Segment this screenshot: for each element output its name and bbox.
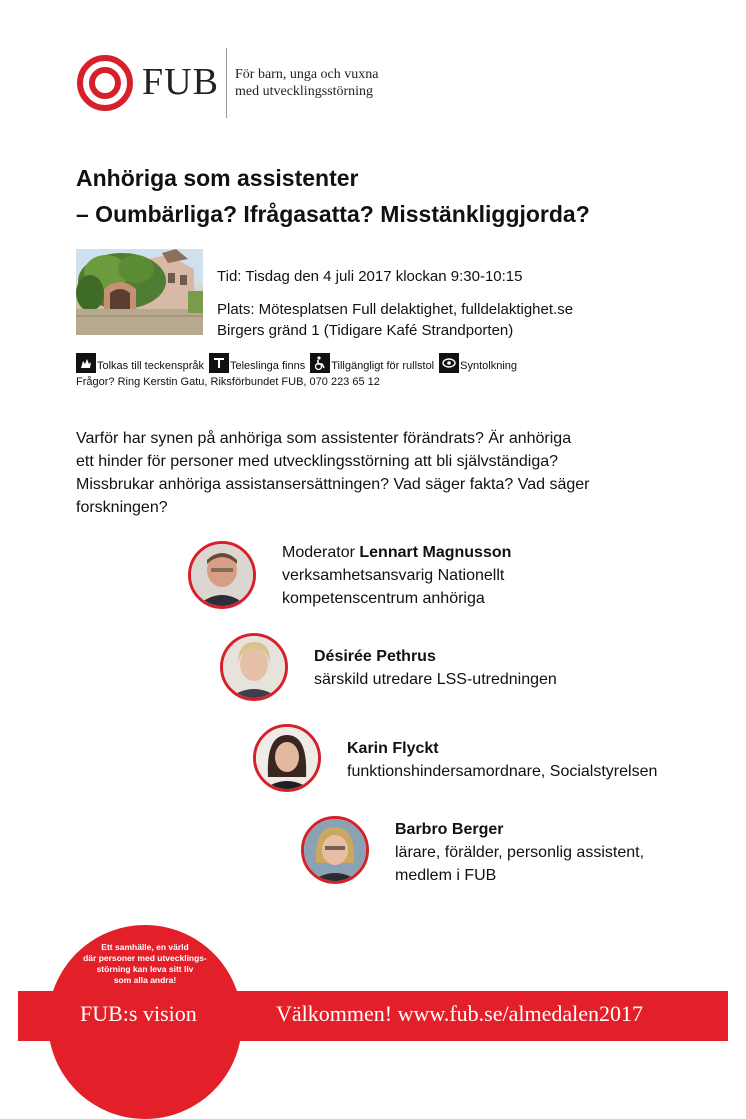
- footer-vision-label: FUB:s vision: [80, 1001, 197, 1026]
- speaker-name-line: [347, 737, 657, 760]
- speaker-role: verksamhetsansvarig Nationellt: [282, 567, 505, 584]
- tagline-line-2: med utvecklingsstörning: [235, 84, 374, 99]
- speaker-role: lärare, förälder, personlig assistent,: [395, 844, 645, 861]
- accessibility-label: Tillgängligt för rullstol: [331, 360, 435, 372]
- fub-logo-icon: [77, 55, 133, 111]
- speaker-name-line: [314, 645, 557, 668]
- speaker-role: funktionshindersamordnare, Socialstyrelsen: [347, 763, 658, 780]
- place-line-2: Birgers gränd 1 (Tidigare Kafé Strandporten): [217, 322, 514, 339]
- tagline-line-1: För barn, unga och vuxna: [235, 67, 379, 82]
- vision-line: störning kan leva sitt liv: [96, 964, 194, 974]
- logo-wordmark: FUB: [142, 61, 219, 103]
- speaker-role: kompetenscentrum anhöriga: [282, 590, 485, 607]
- place-line-1: Plats: Mötesplatsen Full delaktighet, fulldelaktighet.se: [217, 301, 574, 318]
- event-time: Tid: Tisdag den 4 juli 2017 klockan 9:30-10:15: [217, 268, 523, 285]
- speaker-name: Barbro Berger: [395, 821, 504, 838]
- vision-line: där personer med utvecklings-: [83, 953, 207, 963]
- title-line-1: Anhöriga som assistenter: [76, 165, 359, 191]
- intro-line: Missbrukar anhöriga assistansersättningen? Vad säger fakta? Vad säger: [76, 476, 590, 493]
- hearing-loop-icon: [209, 353, 229, 373]
- speaker-role: medlem i FUB: [395, 867, 497, 884]
- title-line-2: – Oumbärliga? Ifrågasatta? Misstänkliggjorda?: [76, 201, 590, 227]
- speaker-name-line: [282, 541, 511, 564]
- speaker-photo: [301, 816, 369, 884]
- sign-language-icon: [76, 353, 96, 373]
- speaker-prefix: Moderator: [282, 544, 360, 561]
- venue-photo-illustration: [76, 249, 203, 335]
- intro-paragraph: [76, 427, 676, 519]
- audio-description-icon: [439, 353, 459, 373]
- speaker-info: [347, 737, 657, 783]
- accessibility-label: Tolkas till teckenspråk: [97, 360, 204, 372]
- logo-tagline: [235, 66, 378, 100]
- footer-welcome-link[interactable]: Välkommen! www.fub.se/almedalen2017: [276, 1001, 643, 1026]
- intro-line: forskningen?: [76, 499, 168, 516]
- speaker-photo: [220, 633, 288, 701]
- speaker-photo: [188, 541, 256, 609]
- logo-divider: [226, 48, 227, 118]
- speaker-name: Karin Flyckt: [347, 740, 439, 757]
- speaker-info: [314, 645, 557, 691]
- speaker-name: Lennart Magnusson: [359, 544, 512, 561]
- speaker-name-line: [395, 818, 644, 841]
- vision-line: Ett samhälle, en värld: [101, 942, 189, 952]
- speaker-role: särskild utredare LSS-utredningen: [314, 671, 557, 688]
- accessibility-label: Teleslinga finns: [230, 360, 306, 372]
- intro-line: ett hinder för personer med utvecklingsstörning att bli självständiga?: [76, 453, 559, 470]
- speaker-info: [395, 818, 644, 887]
- intro-line: Varför har synen på anhöriga som assistenter förändrats? Är anhöriga: [76, 430, 572, 447]
- speaker-name: Désirée Pethrus: [314, 648, 436, 665]
- wheelchair-icon: [310, 353, 330, 373]
- contact-info: Frågor? Ring Kerstin Gatu, Riksförbundet FUB, 070 223 65 12: [76, 376, 380, 388]
- event-place: [217, 299, 573, 341]
- event-title: [76, 160, 590, 232]
- accessibility-list: [76, 349, 522, 373]
- venue-photo: [76, 249, 203, 335]
- accessibility-label: Syntolkning: [460, 360, 518, 372]
- vision-line: som alla andra!: [113, 975, 177, 985]
- speaker-photo: [253, 724, 321, 792]
- speaker-info: [282, 541, 511, 610]
- vision-statement: [66, 942, 224, 986]
